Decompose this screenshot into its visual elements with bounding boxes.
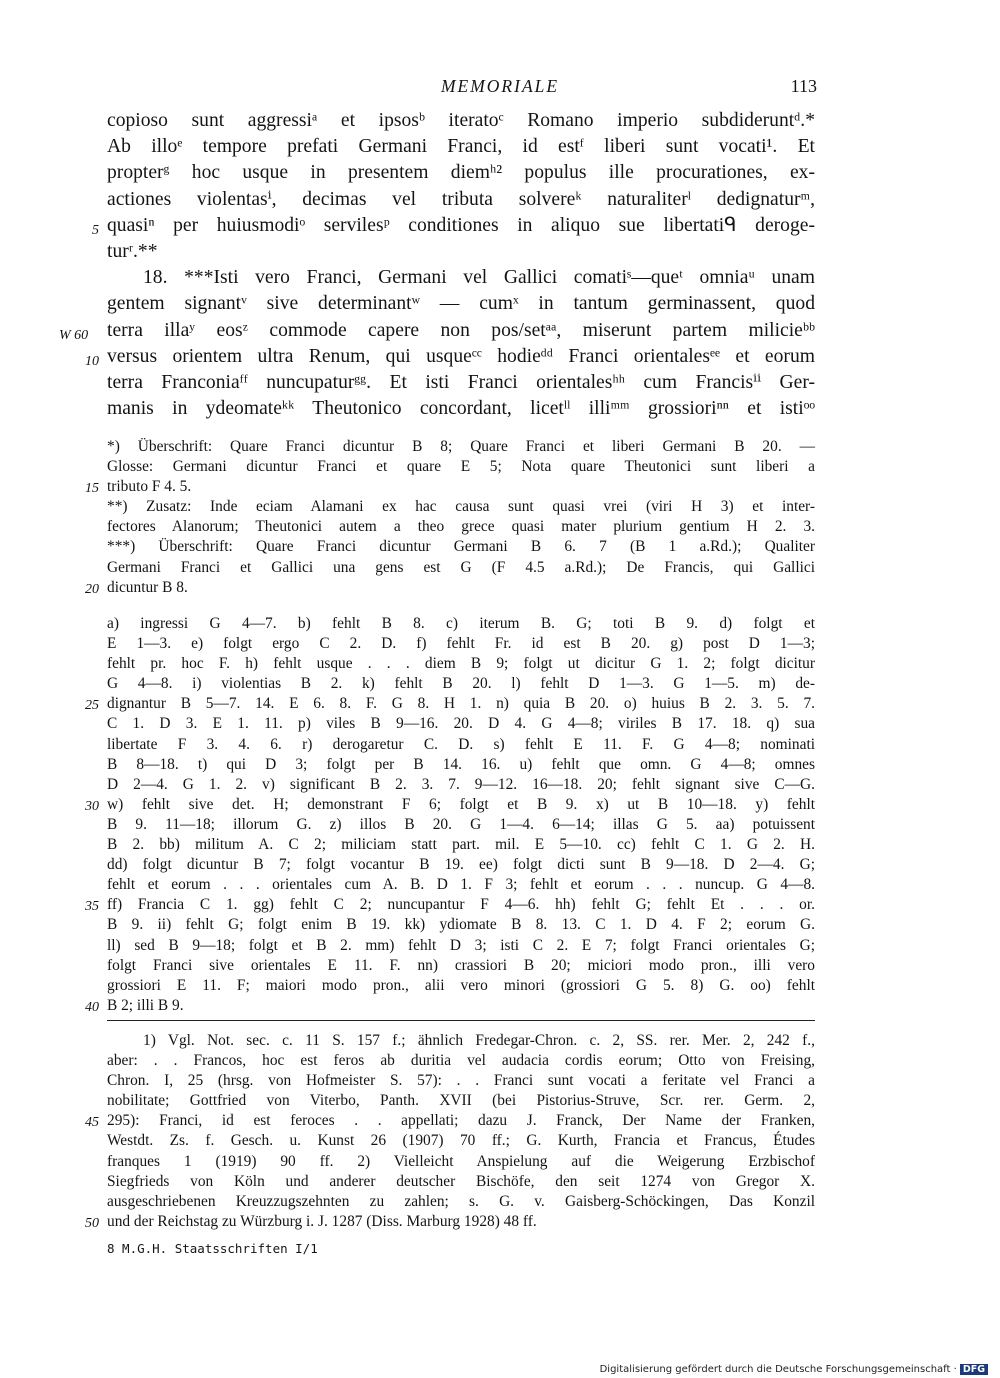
- line-text: aber: . . Francos, hoc est feros ab duritia vel audacia cordis eorum; Otto von Freising,: [107, 1052, 815, 1070]
- line-text: Ab illoᵉ tempore prefati Germani Franci, id estᶠ liberi sunt vocati¹. Et: [107, 136, 815, 158]
- line-text: nobilitate; Gottfried von Viterbo, Panth. XVII (bei Pistorius-Struve, Scr. rer. Germ. 2,: [107, 1092, 815, 1110]
- line-number: 25: [85, 698, 99, 714]
- line-number: 15: [85, 481, 99, 497]
- line-text: dd) folgt dicuntur B 7; folgt vocantur B 19. ee) folgt dicti sunt B 9—18. D 2—4. G;: [107, 856, 815, 874]
- funding-footer: [600, 1364, 988, 1375]
- manuscript-folio-marker: W 60: [59, 327, 89, 343]
- line-text: copioso sunt aggressiᵃ et ipsosᵇ iteratoᶜ Romano imperio subdideruntᵈ.*: [107, 110, 815, 131]
- apparatus-line: [107, 976, 815, 996]
- line-text: tributo F 4. 5.: [107, 478, 192, 496]
- text-line: [107, 134, 815, 160]
- note-line: [85, 477, 815, 497]
- line-text: manis in ydeomateᵏᵏ Theutonico concordant, licetˡˡ illiᵐᵐ grossioriⁿⁿ et istiᵒᵒ: [107, 398, 815, 420]
- apparatus-line: [107, 936, 815, 956]
- apparatus-line: [107, 674, 815, 694]
- line-text: propterᵍ hoc usque in presentem diemʰ² populus ille procurationes, ex-: [107, 162, 815, 184]
- note-line: [107, 437, 815, 457]
- note-line: [85, 578, 815, 598]
- line-text: w) fehlt sive det. H; demonstrant F 6; folgt et B 9. x) ut B 10—18. y) fehlt: [107, 795, 815, 813]
- main-text: [59, 108, 815, 422]
- line-text: quasiⁿ per huiusmodiᵒ servilesᵖ conditiones in aliquo sue libertatiᑫ deroge-: [107, 214, 815, 236]
- line-text: 18. ***Isti vero Franci, Germani vel Gallici comatiˢ—queᵗ omniaᵘ unam: [143, 267, 815, 289]
- line-text: franques 1 (1919) 90 ff. 2) Vielleicht Anspielung auf die Weigerung Erzbischof: [107, 1152, 815, 1170]
- text-line: [107, 265, 815, 291]
- line-text: fehlt et eorum . . . orientales cum A. B. D 1. F 3; fehlt et eorum . . . nuncup. G 4—8.: [107, 876, 815, 894]
- line-text: folgt Franci sive orientales E 11. F. nn) crassiori B 20; miciori modo pron., illi vero: [107, 956, 815, 974]
- apparatus-line: [107, 634, 815, 654]
- line-text: Chron. I, 25 (hrsg. von Hofmeister S. 57): . . Franci sunt vocati a feritate vel Franci a: [107, 1072, 815, 1090]
- apparatus-line: [107, 654, 815, 674]
- footnote-line: [107, 1172, 815, 1192]
- line-text: versus orientem ultra Renum, qui usqueᶜᶜ hodieᵈᵈ Franci orientalesᵉᵉ et eorum: [107, 345, 815, 367]
- note-line: [107, 537, 815, 557]
- text-line: [107, 370, 815, 396]
- line-text: gentem signantᵛ sive determinantʷ — cumˣ in tantum germinassent, quod: [107, 293, 815, 315]
- line-text: B 2; illi B 9.: [107, 996, 184, 1014]
- text-line: [59, 318, 815, 344]
- line-text: Westdt. Zs. f. Gesch. u. Kunst 26 (1907) 70 ff.; G. Kurth, Francia et Francus, Études: [107, 1132, 815, 1150]
- note-line: [107, 517, 815, 537]
- footnote-line: [85, 1111, 815, 1131]
- text-line: [85, 344, 815, 370]
- line-text: E 1—3. e) folgt ergo C 2. D. f) fehlt Fr. id est B 20. g) post D 1—3;: [107, 635, 815, 653]
- line-text: libertate F 3. 4. 6. r) derogaretur C. D. s) fehlt E 11. F. G 4—8; nominati: [107, 735, 815, 753]
- text-line: [107, 108, 815, 134]
- apparatus-line: [107, 915, 815, 935]
- line-text: B 2. bb) militum A. C 2; miliciam statt part. mil. E 5—10. cc) fehlt C 1. G 2. H.: [107, 836, 815, 854]
- footnote-line: [107, 1071, 815, 1091]
- note-line: [107, 497, 815, 517]
- apparatus-line: [85, 694, 815, 714]
- line-text: terra Franconiaᶠᶠ nuncupaturᵍᵍ. Et isti Franci orientalesʰʰ cum Francisⁱⁱ Ger-: [107, 371, 815, 393]
- footnote-line: [107, 1051, 815, 1071]
- line-number: 5: [92, 222, 99, 238]
- line-text: B 9. 11—18; illorum G. z) illos B 20. G 1—4. 6—14; illas G 5. aa) potuissent: [107, 815, 815, 833]
- line-number: 40: [85, 999, 99, 1015]
- footnote-line: [85, 1212, 815, 1232]
- text-line: [107, 291, 815, 317]
- note-line: [107, 558, 815, 578]
- text-line: [107, 160, 815, 186]
- apparatus-line: [107, 956, 815, 976]
- line-text: B 8—18. t) qui D 3; folgt per B 14. 16. u) fehlt que omn. G 4—8; omnes: [107, 755, 815, 773]
- text-line: [107, 396, 815, 422]
- line-text: 1) Vgl. Not. sec. c. 11 S. 157 f.; ähnlich Fredegar-Chron. c. 2, SS. rer. Mer. 2, 242 f.,: [143, 1032, 815, 1049]
- apparatus-line: [85, 996, 815, 1016]
- footnote-line: [107, 1131, 815, 1151]
- apparatus-line: [85, 895, 815, 915]
- apparatus-line: [107, 855, 815, 875]
- line-text: Glosse: Germani dicuntur Franci et quare E 5; Nota quare Theutonici sunt liberi a: [107, 458, 815, 476]
- footnote-divider: [107, 1020, 815, 1021]
- line-text: turʳ.**: [107, 240, 158, 262]
- line-text: fehlt pr. hoc F. h) fehlt usque . . . diem B 9; folgt ut dicitur G 1. 2; folgt dicitur: [107, 655, 815, 673]
- line-text: C 1. D 3. E 1. 11. p) viles B 9—16. 20. D 4. G 4—8; viriles B 17. 18. q) sua: [107, 715, 815, 733]
- line-number: 45: [85, 1115, 99, 1131]
- apparatus-line: [107, 735, 815, 755]
- line-text: ll) sed B 9—18; folgt et B 2. mm) fehlt D 3; isti C 2. E 7; folgt Franci orientales G;: [107, 936, 815, 954]
- source-footnotes: [85, 1031, 815, 1232]
- apparatus-line: [107, 614, 815, 634]
- line-text: 295): Franci, id est feroces . . appellati; dazu J. Franck, Der Name der Franken,: [107, 1112, 815, 1130]
- line-number: 10: [85, 353, 99, 369]
- funding-text: Digitalisierung gefördert durch die Deutsche Forschungsgemeinschaft ·: [599, 1364, 957, 1375]
- line-number: 50: [85, 1215, 99, 1231]
- note-line: [107, 457, 815, 477]
- apparatus-line: [107, 835, 815, 855]
- line-text: B 9. ii) fehlt G; folgt enim B 19. kk) ydiomate B 8. 13. C 1. D 4. F 2; eorum G.: [107, 916, 815, 934]
- text-line: [107, 187, 815, 213]
- footnote-line: [107, 1031, 815, 1051]
- line-text: D 2—4. G 1. 2. v) significant B 2. 3. 7. 9—12. 16—18. 20; fehlt signant sive C—G.: [107, 775, 815, 793]
- dfg-logo: DFG: [960, 1364, 988, 1375]
- running-title: MEMORIALE: [440, 76, 560, 96]
- apparatus-line: [107, 755, 815, 775]
- text-line: [107, 239, 815, 265]
- line-text: Siegfrieds von Köln und anderer deutscher Bischöfe, den seit 1274 von Gregor X.: [107, 1172, 815, 1190]
- apparatus-line: [85, 795, 815, 815]
- editorial-notes: [85, 437, 815, 598]
- line-text: grossiori E 11. F; maiori modo pron., alii vero minori (grossiori G 5. 8) G. oo) fehlt: [107, 976, 815, 994]
- line-text: a) ingressi G 4—7. b) fehlt B 8. c) iterum B. G; toti B 9. d) folgt et: [107, 615, 815, 632]
- line-text: dignantur B 5—7. 14. E 6. 8. F. G 8. H 1. n) quia B 20. o) huius B 2. 3. 5. 7.: [107, 695, 815, 713]
- line-text: und der Reichstag zu Würzburg i. J. 1287 (Diss. Marburg 1928) 48 ff.: [107, 1212, 537, 1230]
- text-line: [92, 213, 815, 239]
- sheet-signature: 8 M.G.H. Staatsschriften I/1: [107, 1241, 318, 1256]
- line-text: fectores Alanorum; Theutonici autem a theo grece quasi mater plurium gentium H 2. 3.: [107, 518, 815, 536]
- line-number: 35: [85, 899, 99, 915]
- line-text: dicuntur B 8.: [107, 578, 188, 596]
- line-text: *) Überschrift: Quare Franci dicuntur B 8; Quare Franci et liberi Germani B 20. —: [107, 438, 815, 455]
- line-text: Germani Franci et Gallici una gens est G (F 4.5 a.Rd.); De Francis, qui Gallici: [107, 558, 815, 576]
- line-number: 20: [85, 581, 99, 597]
- line-text: ***) Überschrift: Quare Franci dicuntur Germani B 6. 7 (B 1 a.Rd.); Qualiter: [107, 538, 815, 556]
- line-text: G 4—8. i) violentias B 2. k) fehlt B 20. l) fehlt D 1—3. G 1—5. m) de-: [107, 675, 815, 693]
- apparatus-line: [107, 875, 815, 895]
- line-text: ausgeschriebenen Kreuzzugszehnten zu zahlen; s. G. v. Gaisberg-Schöckingen, Das Konzil: [107, 1192, 815, 1210]
- apparatus-line: [107, 775, 815, 795]
- page-number: 113: [790, 76, 817, 96]
- line-number: 30: [85, 798, 99, 814]
- variant-apparatus: [85, 614, 815, 1016]
- footnote-line: [107, 1091, 815, 1111]
- line-text: actiones violentasⁱ, decimas vel tributa solvereᵏ naturaliterˡ dedignaturᵐ,: [107, 188, 815, 210]
- footnote-line: [107, 1152, 815, 1172]
- line-text: terra illaʸ eosᶻ commode capere non pos/setᵃᵃ, miserunt partem milicieᵇᵇ: [107, 319, 815, 341]
- line-text: **) Zusatz: Inde eciam Alamani ex hac causa sunt quasi vrei (viri H 3) et inter-: [107, 498, 815, 516]
- apparatus-line: [107, 815, 815, 835]
- apparatus-line: [107, 714, 815, 734]
- footnote-line: [107, 1192, 815, 1212]
- line-text: ff) Francia C 1. gg) fehlt C 2; nuncupantur F 4—6. hh) fehlt G; fehlt Et . . . or.: [107, 896, 815, 914]
